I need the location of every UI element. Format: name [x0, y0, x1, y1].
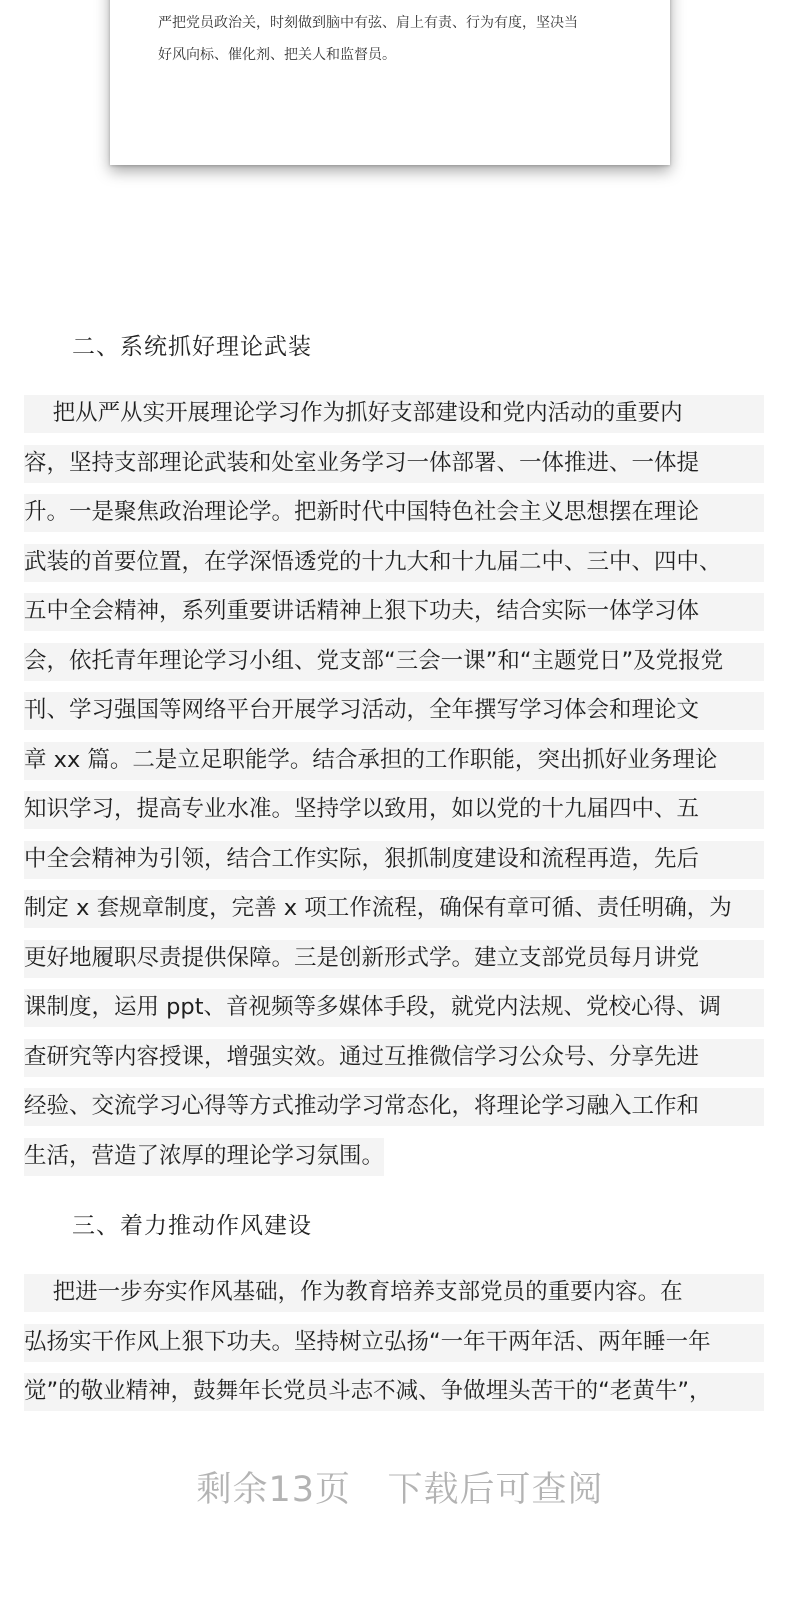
preview-card-text [158, 7, 638, 71]
section-heading-theory: 二、系统抓好理论武装 [72, 334, 312, 360]
body-line: 知识学习，提高专业水准。坚持学以致用，如以党的十九届四中、五 [24, 785, 764, 835]
body-line: 弘扬实干作风上狠下功夫。坚持树立弘扬“一年干两年活、两年睡一年 [24, 1318, 764, 1368]
body-line: 更好地履职尽责提供保障。三是创新形式学。建立支部党员每月讲党 [24, 934, 764, 984]
body-line: 觉”的敬业精神，鼓舞年长党员斗志不减、争做埋头苦干的“老黄牛”， [24, 1367, 764, 1417]
body-line: 经验、交流学习心得等方式推动学习常态化，将理论学习融入工作和 [24, 1082, 764, 1132]
body-line: 升。一是聚焦政治理论学。把新时代中国特色社会主义思想摆在理论 [24, 488, 764, 538]
preview-card-line: 严把党员政治关，时刻做到脑中有弦、肩上有责、行为有度，坚决当 [158, 15, 578, 31]
body-line: 课制度，运用 ppt、音视频等多媒体手段，就党内法规、党校心得、调 [24, 983, 764, 1033]
body-line: 中全会精神为引领，结合工作实际，狠抓制度建设和流程再造，先后 [24, 835, 764, 885]
body-line: 武装的首要位置，在学深悟透党的十九大和十九届二中、三中、四中、 [24, 538, 764, 588]
body-line: 制定 x 套规章制度，完善 x 项工作流程，确保有章可循、责任明确，为 [24, 884, 764, 934]
preview-page-card [110, 0, 670, 165]
body-line: 章 xx 篇。二是立足职能学。结合承担的工作职能，突出抓好业务理论 [24, 736, 764, 786]
body-line: 刊、学习强国等网络平台开展学习活动，全年撰写学习体会和理论文 [24, 686, 764, 736]
body-line: 会，依托青年理论学习小组、党支部“三会一课”和“主题党日”及党报党 [24, 637, 764, 687]
section-body-style [24, 1268, 764, 1417]
remaining-pages-count: 剩余13页 [196, 1470, 352, 1510]
body-line: 生活，营造了浓厚的理论学习氛围。 [24, 1132, 384, 1182]
body-line: 查研究等内容授课，增强实效。通过互推微信学习公众号、分享先进 [24, 1033, 764, 1083]
preview-card-line: 好风向标、催化剂、把关人和监督员。 [158, 47, 396, 63]
body-line: 容，坚持支部理论武装和处室业务学习一体部署、一体推进、一体提 [24, 439, 764, 489]
remaining-pages-notice[interactable] [0, 1462, 800, 1512]
download-hint: 下载后可查阅 [387, 1470, 604, 1510]
section-heading-style: 三、着力推动作风建设 [72, 1213, 312, 1239]
section-body-theory [24, 389, 764, 1187]
body-line: 把从严从实开展理论学习作为抓好支部建设和党内活动的重要内 [24, 389, 764, 439]
body-line: 五中全会精神，系列重要讲话精神上狠下功夫，结合实际一体学习体 [24, 587, 764, 637]
body-line: 把进一步夯实作风基础，作为教育培养支部党员的重要内容。在 [24, 1268, 764, 1318]
